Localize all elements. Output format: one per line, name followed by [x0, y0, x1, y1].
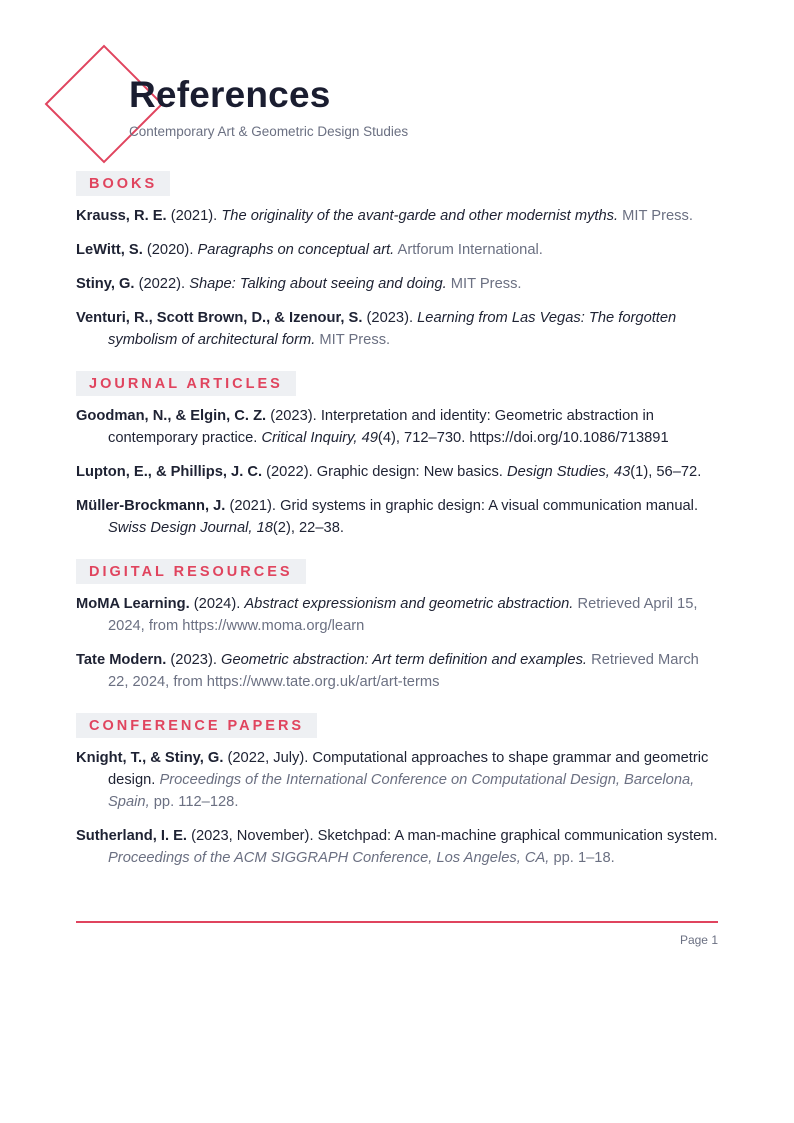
page-title: References	[129, 74, 331, 115]
entry-title: Abstract expressionism and geometric abstraction.	[244, 596, 574, 612]
entry-title: Geometric abstraction: Art term definition and examples.	[221, 652, 588, 668]
entry-title: Shape: Talking about seeing and doing.	[189, 276, 447, 292]
entry-title: Learning from Las Vegas: The forgotten symbolism of architectural form.	[108, 310, 677, 348]
entry-date: (2022).	[134, 276, 190, 292]
section-heading-conference-papers: CONFERENCE PAPERS	[76, 713, 317, 738]
entry-pages: pp. 112–128.	[149, 794, 239, 810]
entry-publisher: MIT Press.	[618, 208, 693, 224]
entry-author: LeWitt, S.	[76, 242, 143, 258]
entry-paper-title: Sketchpad: A man-machine graphical communication system.	[317, 828, 718, 844]
entry-author: Knight, T., & Stiny, G.	[76, 750, 224, 766]
entry-author: Stiny, G.	[76, 276, 135, 292]
reference-entry	[76, 593, 722, 637]
section-conference-papers	[76, 713, 722, 869]
page-number: Page 1	[679, 933, 718, 947]
page-subtitle: Contemporary Art & Geometric Design Studies	[129, 124, 409, 139]
reference-entry	[76, 273, 722, 295]
entry-issue-pages: (2), 22–38.	[272, 520, 344, 536]
entry-author: Sutherland, I. E.	[76, 828, 187, 844]
entry-retrieved: Retrieved March 22, 2024, from https://www.tate.org.uk/art/art-terms	[108, 652, 699, 690]
entry-article-title: Graphic design: New basics.	[316, 464, 507, 480]
reference-entry	[76, 405, 722, 449]
entry-author: Tate Modern.	[76, 652, 167, 668]
entry-date: (2023).	[266, 408, 321, 424]
entry-pages: pp. 1–18.	[549, 850, 615, 866]
entry-issue-pages: (4), 712–730. https://doi.org/10.1086/713891	[377, 430, 669, 446]
entry-date: (2022).	[262, 464, 317, 480]
entry-date: (2021).	[225, 498, 281, 514]
entry-journal: Swiss Design Journal, 18	[108, 520, 273, 536]
reference-entry	[76, 747, 722, 813]
section-digital-resources	[76, 559, 722, 693]
entry-author: Venturi, R., Scott Brown, D., & Izenour, S.	[76, 310, 363, 326]
section-heading-digital-resources: DIGITAL RESOURCES	[76, 559, 306, 584]
references-content	[76, 171, 722, 889]
reference-entry	[76, 495, 722, 539]
section-books	[76, 171, 722, 351]
entry-date: (2023).	[362, 310, 418, 326]
entry-author: Müller-Brockmann, J.	[76, 498, 226, 514]
entry-proceedings: Proceedings of the International Conference on Computational Design, Barcelona, Spain,	[108, 772, 695, 810]
footer-divider	[76, 921, 718, 923]
entry-author: MoMA Learning.	[76, 596, 190, 612]
entry-author: Lupton, E., & Phillips, J. C.	[76, 464, 263, 480]
entry-date: (2021).	[166, 208, 222, 224]
reference-entry	[76, 239, 722, 261]
entry-date: (2020).	[142, 242, 198, 258]
entry-retrieved: Retrieved April 15, 2024, from https://www.moma.org/learn	[108, 596, 698, 634]
reference-entry	[76, 825, 722, 869]
entry-title: The originality of the avant-garde and other modernist myths.	[221, 208, 619, 224]
entry-paper-title: Computational approaches to shape grammar and geometric design.	[108, 750, 709, 788]
entry-date: (2022, July).	[223, 750, 313, 766]
reference-entry	[76, 649, 722, 693]
entry-author: Krauss, R. E.	[76, 208, 167, 224]
entry-journal: Critical Inquiry, 49	[261, 430, 378, 446]
entry-date: (2024).	[189, 596, 245, 612]
entry-date: (2023).	[166, 652, 222, 668]
entry-publisher: Artforum International.	[394, 242, 543, 258]
section-heading-journal-articles: JOURNAL ARTICLES	[76, 371, 296, 396]
reference-entry	[76, 205, 722, 227]
entry-publisher: MIT Press.	[446, 276, 522, 292]
reference-entry	[76, 307, 722, 351]
entry-journal: Design Studies, 43	[506, 464, 631, 480]
entry-issue-pages: (1), 56–72.	[630, 464, 702, 480]
entry-title: Paragraphs on conceptual art.	[197, 242, 395, 258]
entry-publisher: MIT Press.	[315, 332, 391, 348]
entry-author: Goodman, N., & Elgin, C. Z.	[76, 408, 267, 424]
entry-proceedings: Proceedings of the ACM SIGGRAPH Conference, Los Angeles, CA,	[108, 850, 550, 866]
entry-article-title: Interpretation and identity: Geometric abstraction in contemporary practice.	[108, 408, 654, 446]
entry-article-title: Grid systems in graphic design: A visual communication manual.	[280, 498, 699, 514]
section-heading-books: BOOKS	[76, 171, 170, 196]
reference-entry	[76, 461, 722, 483]
entry-date: (2023, November).	[187, 828, 318, 844]
section-journal-articles	[76, 371, 722, 539]
